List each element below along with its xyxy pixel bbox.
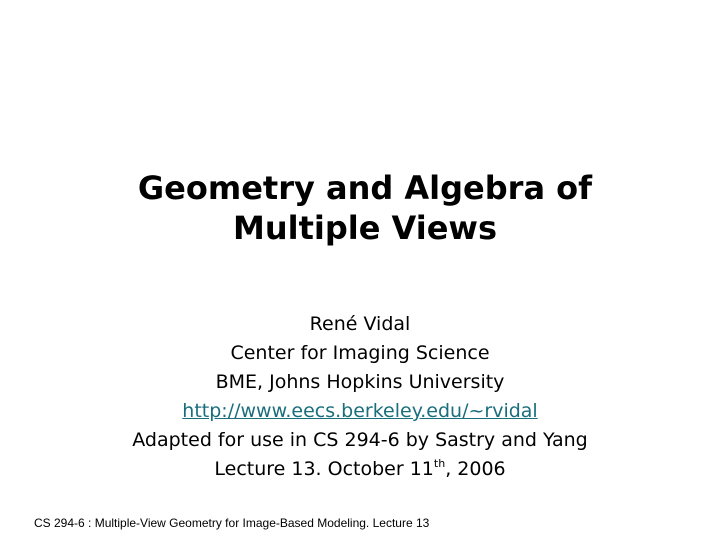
slide-title-line-2: Multiple Views [232, 209, 498, 247]
lecture-date-prefix: Lecture 13. October 11 [214, 458, 434, 480]
slide-footer: CS 294-6 : Multiple-View Geometry for Image-Based Modeling. Lecture 13 [34, 516, 430, 530]
url-line [60, 397, 660, 426]
lecture-date-suffix: , 2006 [445, 458, 506, 480]
slide-title [100, 168, 630, 248]
adaptation-note: Adapted for use in CS 294-6 by Sastry and Yang [132, 429, 588, 451]
lecture-date [60, 455, 660, 484]
author-info [60, 310, 660, 484]
homepage-link[interactable]: http://www.eecs.berkeley.edu/~rvidal [182, 400, 538, 422]
slide-title-line-1: Geometry and Algebra of [137, 169, 593, 207]
institution: BME, Johns Hopkins University [215, 371, 505, 393]
affiliation: Center for Imaging Science [230, 342, 490, 364]
author-name: René Vidal [309, 313, 411, 335]
lecture-date-superscript: th [433, 457, 446, 470]
